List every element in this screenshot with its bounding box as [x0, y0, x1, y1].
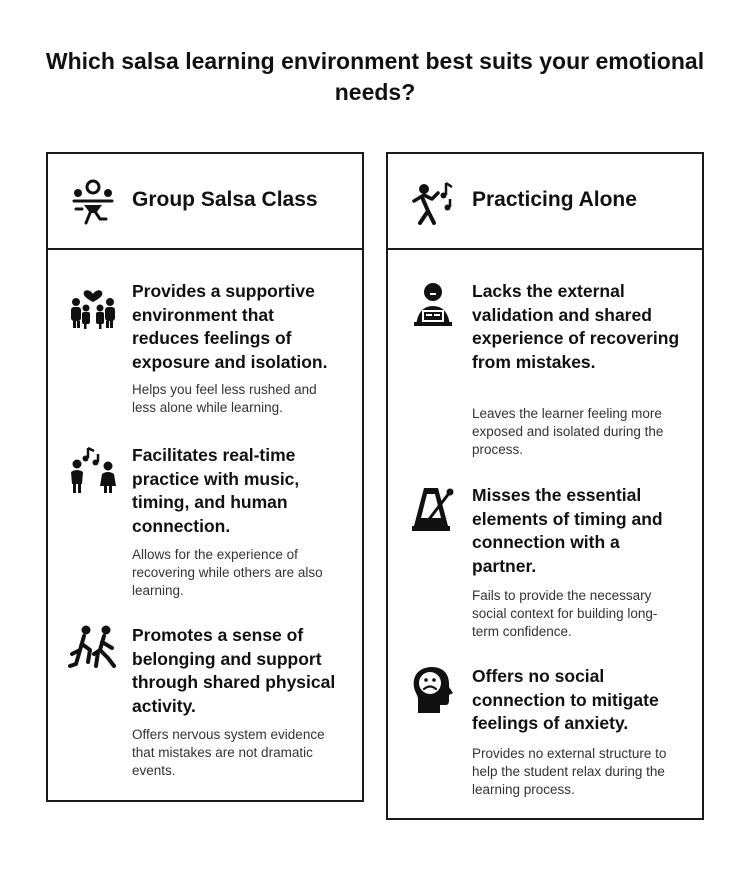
group-heart-icon: [68, 280, 118, 330]
sad-head-icon: [408, 665, 458, 715]
list-item: [48, 624, 362, 784]
card-header: [48, 154, 362, 250]
item-description: Allows for the experience of recovering while others are also learning.: [132, 547, 323, 598]
metronome-icon: [408, 484, 458, 534]
solo-dancer-music-icon: [410, 179, 456, 225]
item-description: Helps you feel less rushed and less alone while learning.: [132, 382, 317, 415]
list-item: [388, 484, 702, 644]
item-description: Provides no external structure to help the student relax during the learning process.: [472, 746, 667, 797]
item-heading: Lacks the external validation and shared experience of recovering from mistakes.: [472, 281, 680, 372]
item-heading: Promotes a sense of belonging and support through shared physical activity.: [132, 625, 336, 716]
item-description: Offers nervous system evidence that mistakes are not dramatic events.: [132, 727, 325, 778]
person-laptop-icon: [408, 280, 458, 330]
people-music-icon: [68, 444, 118, 494]
dancing-people-icon: [70, 179, 116, 225]
list-item: [388, 280, 702, 460]
card-header-label: Group Salsa Class: [132, 188, 318, 211]
practicing-alone-card: [386, 152, 704, 820]
card-header: [388, 154, 702, 250]
group-class-card: [46, 152, 364, 802]
item-heading: Provides a supportive environment that reduces feelings of exposure and isolation.: [132, 281, 328, 372]
item-description: Fails to provide the necessary social context for building long-term confidence.: [472, 588, 658, 639]
list-item: [388, 665, 702, 815]
list-item: [48, 280, 362, 430]
card-header-label: Practicing Alone: [472, 188, 637, 211]
item-heading: Misses the essential elements of timing and connection with a partner.: [472, 485, 663, 576]
list-item: [48, 444, 362, 604]
running-people-icon: [68, 624, 118, 674]
item-description: Leaves the learner feeling more exposed and isolated during the process.: [472, 406, 664, 457]
page-title: Which salsa learning environment best suits your emotional needs?: [45, 48, 705, 105]
item-heading: Offers no social connection to mitigate feelings of anxiety.: [472, 666, 659, 733]
item-heading: Facilitates real-time practice with music, timing, and human connection.: [132, 445, 300, 536]
